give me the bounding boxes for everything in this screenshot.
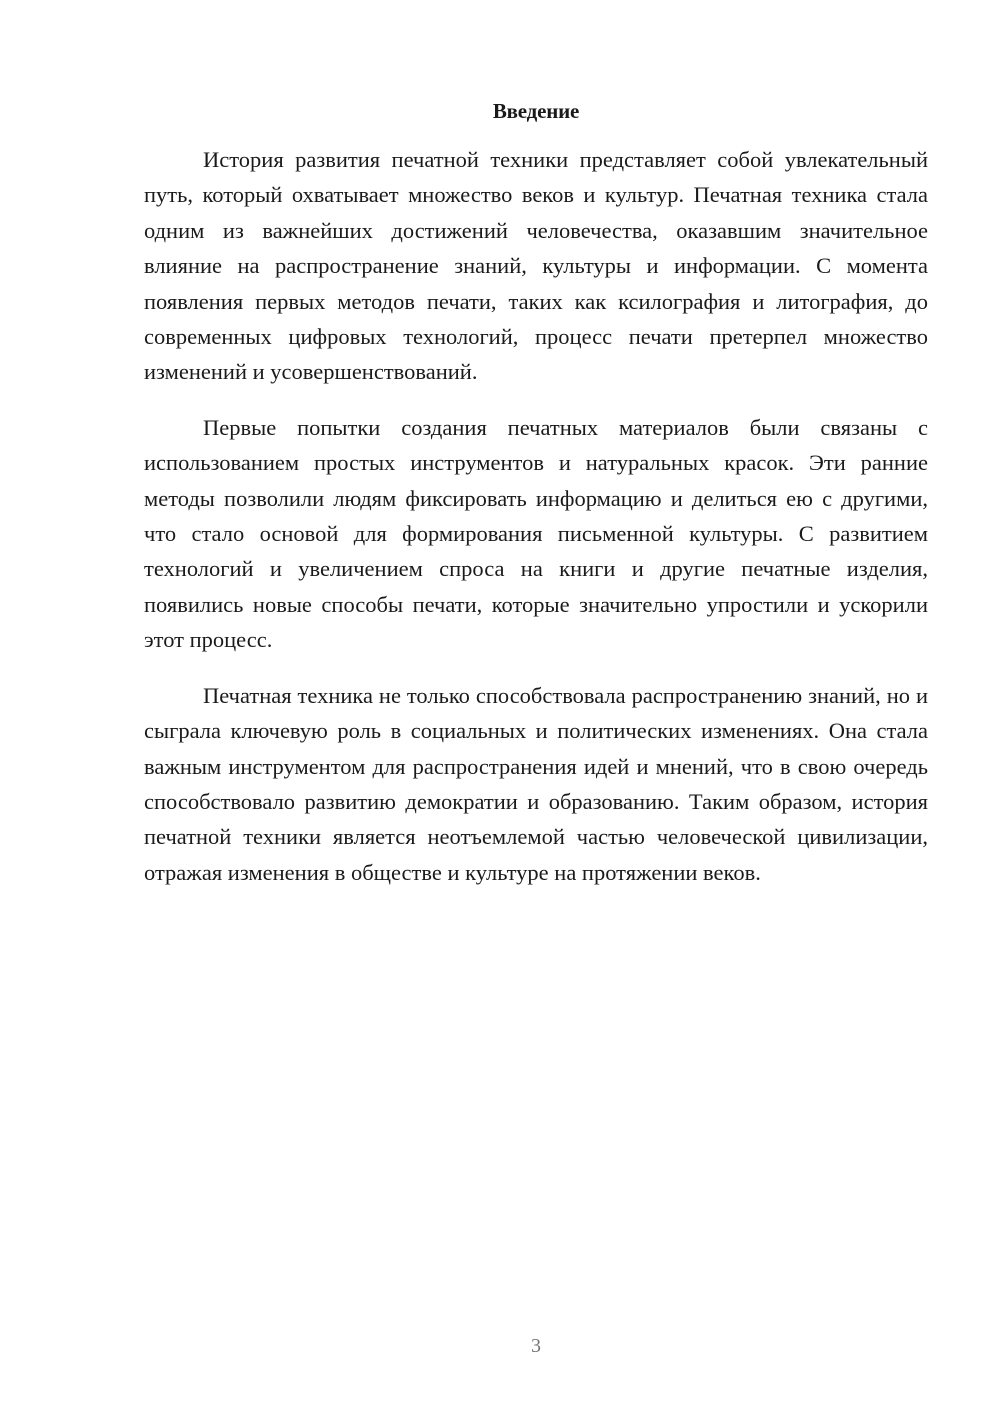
page-number: 3	[531, 1335, 541, 1357]
paragraph-3: Печатная техника не только способствовала распространению знаний, но и сыграла ключевую роль в социальных и политических изменениях. Она стала важным инструментом для распространения идей и мнений, что в свою очередь способствовало развитию демократии и образованию. Таким образом, история печатной техники является неотъемлемой частью человеческой цивилизации, отражая изменения в обществе и культуре на протяжении веков.	[144, 682, 928, 885]
paragraph-1: История развития печатной техники представляет собой увлекательный путь, который охватывает множество веков и культур. Печатная техника стала одним из важнейших достижений человечества, оказавшим значительное влияние на распространение знаний, культуры и информации. С момента появления первых методов печати, таких как ксилография и литография, до современных цифровых технологий, процесс печати претерпел множество изменений и усовершенствований.	[144, 147, 928, 385]
page-content	[144, 96, 928, 890]
paragraph-2: Первые попытки создания печатных материалов были связаны с использованием простых инструментов и натуральных красок. Эти ранние методы позволили людям фиксировать информацию и делиться ею с другими, что стало основой для формирования письменной культуры. С развитием технологий и увеличением спроса на книги и другие печатные изделия, появились новые способы печати, которые значительно упростили и ускорили этот процесс.	[144, 414, 928, 653]
section-title: Введение	[492, 99, 580, 123]
